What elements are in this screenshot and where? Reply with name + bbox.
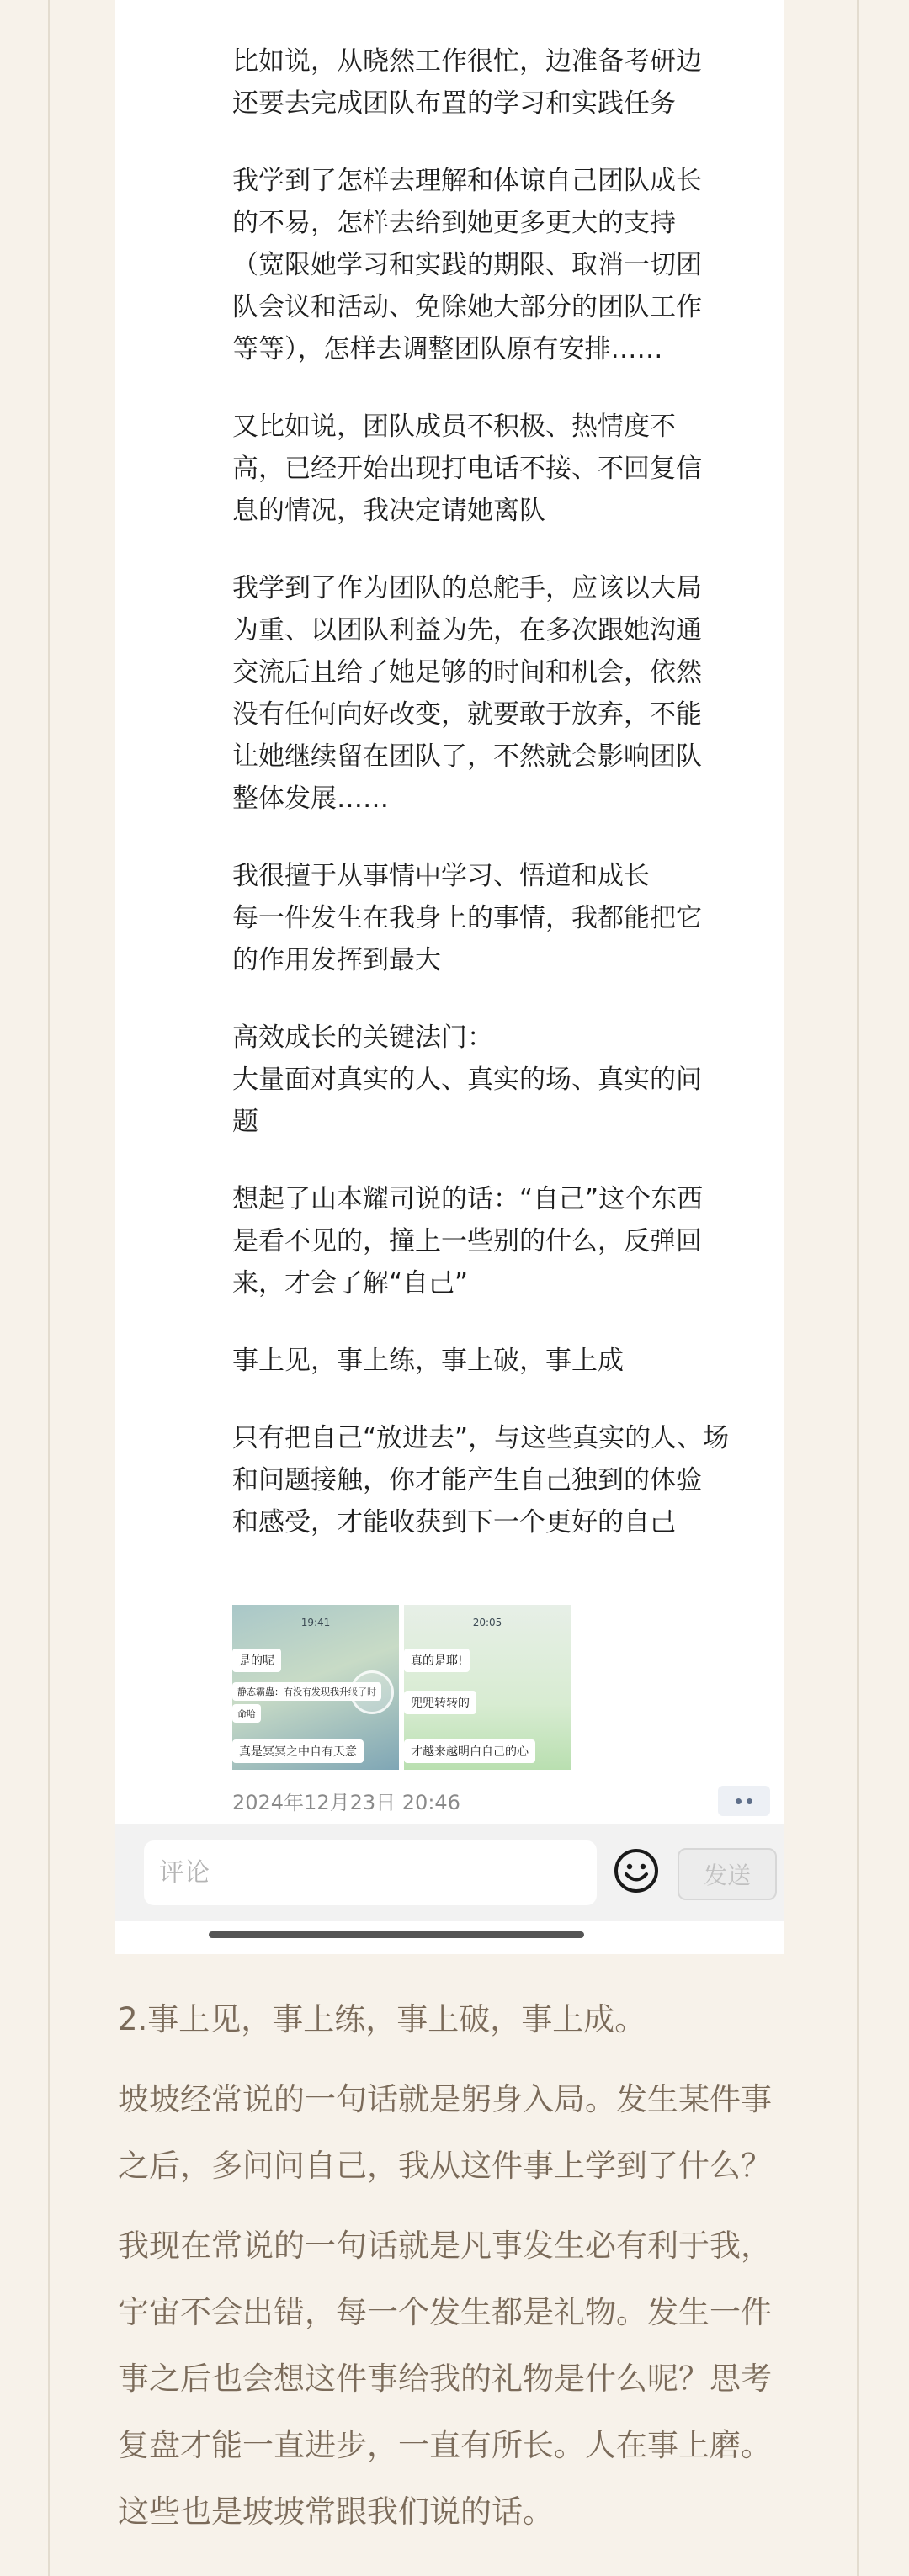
chat-bubble: 是的呢: [232, 1649, 281, 1672]
chat-bubble: 静态霸蟲：有没有发现我升级了时: [232, 1682, 381, 1701]
moment-paragraph: 想起了山本耀司说的话：“自己”这个东西 是看不见的，撞上一些别的什么，反弹回 来，才会了解“自己”: [232, 1184, 704, 1299]
comment-input[interactable]: [144, 1840, 597, 1905]
chat-bubble: 才越来越明白自己的心: [404, 1739, 535, 1763]
section-heading: 2.事上见，事上练，事上破，事上成。: [118, 2001, 646, 2037]
chat-screenshot-thumbnail-2[interactable]: [404, 1605, 571, 1770]
moment-paragraph: 我很擅于从事情中学习、悟道和成长 每一件发生在我身上的事情，我都能把它 的作用发挥到最大: [232, 861, 702, 975]
article-paragraph: 我现在常说的一句话就是凡事发生必有利于我，宇宙不会出错，每一个发生都是礼物。发生一件事之后也会想这件事给我的礼物是什么呢？思考复盘才能一直进步，一直有所长。人在事上磨。这些也是坡坡常跟我们说的话。: [118, 2228, 772, 2530]
thumb-time: 19:41: [300, 1617, 331, 1628]
chat-bubble: 真是冥冥之中自有天意: [232, 1739, 364, 1763]
chat-bubble: 命哈: [232, 1704, 261, 1723]
decorative-ring-icon: [350, 1670, 394, 1714]
moment-paragraph: 事上见，事上练，事上破，事上成: [232, 1346, 624, 1376]
article-body: [118, 1986, 791, 2558]
moment-paragraph: 我学到了作为团队的总舵手，应该以大局 为重、以团队利益为先，在多次跟她沟通 交流后且给了她足够的时间和机会，依然 没有任何向好改变，就要敢于放弃，不能 让她继续留在团队了，不然就会影响团队 整体发展……: [232, 573, 702, 814]
moment-image-grid: [232, 1605, 572, 1770]
moment-timestamp: 2024年12月23日 20:46: [232, 1791, 460, 1814]
right-border-line: [857, 0, 858, 2576]
chat-screenshot-thumbnail-1[interactable]: [232, 1605, 399, 1770]
moment-paragraph: 高效成长的关键法门： 大量面对真实的人、真实的场、真实的问 题: [232, 1022, 702, 1137]
comment-bar: [115, 1824, 784, 1921]
more-dots-icon: [747, 1798, 752, 1804]
moment-paragraph: 又比如说，团队成员不积极、热情度不 高，已经开始出现打电话不接、不回复信 息的情况，我决定请她离队: [232, 412, 702, 526]
chat-bubble: 兜兜转转的: [404, 1691, 476, 1714]
home-indicator: [209, 1931, 584, 1938]
left-border-line: [48, 0, 50, 2576]
moment-paragraph: 比如说，从晓然工作很忙，边准备考研边 还要去完成团队布置的学习和实践任务: [232, 46, 702, 119]
chat-bubble: 真的是耶!: [404, 1649, 470, 1672]
moment-paragraph: 只有把自己“放进去”，与这些真实的人、场 和问题接触，你才能产生自己独到的体验 和感受，才能收获到下一个更好的自己: [232, 1423, 730, 1538]
smiley-face-icon[interactable]: [614, 1848, 659, 1893]
article-paragraph: 坡坡经常说的一句话就是躬身入局。发生某件事之后，多问问自己，我从这件事上学到了什么？: [118, 2081, 772, 2184]
thumb-time: 20:05: [472, 1617, 502, 1628]
more-options-button[interactable]: [718, 1786, 770, 1816]
send-button[interactable]: 发送: [678, 1848, 777, 1900]
more-dots-icon: [736, 1798, 742, 1804]
moment-post-text: [232, 40, 779, 1579]
moment-paragraph: 我学到了怎样去理解和体谅自己团队成长 的不易，怎样去给到她更多更大的支持 （宽限她学习和实践的期限、取消一切团 队会议和活动、免除她大部分的团队工作 等等），怎样去调整团队原有安排……: [232, 166, 702, 364]
